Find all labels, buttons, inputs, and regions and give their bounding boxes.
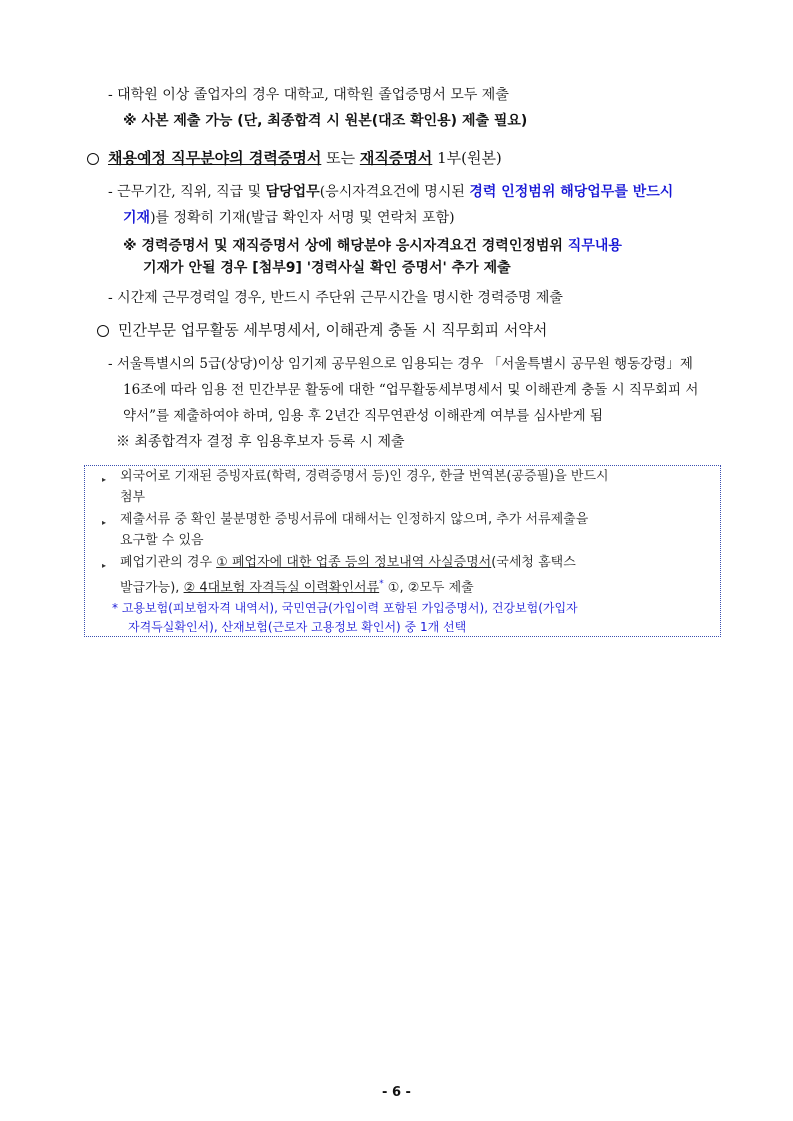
closed-business-text-2a: 발급가능),	[120, 580, 184, 596]
heading-or-text: 또는	[321, 149, 360, 167]
line1-blue-emphasis: 경력 인정범위 해당업무를 반드시	[469, 184, 674, 200]
career-detail-line-2	[123, 208, 455, 228]
line1-text-c: (응시자격요건에 명시된	[319, 184, 470, 200]
private-sector-line-3: 약서”를 제출하여야 하며, 임용 후 2년간 직무연관성 이해관계 여부를 심사받게 됨	[123, 408, 604, 424]
registration-note: ※ 최종합격자 결정 후 임용후보자 등록 시 제출	[116, 434, 405, 450]
career-scope-note-2: 기재가 안될 경우 [첨부9] '경력사실 확인 증명서' 추가 제출	[143, 260, 511, 276]
bullet-circle-icon	[97, 325, 109, 337]
line1-text-a: - 근무기간, 직위, 직급 및	[108, 184, 266, 200]
insurance-footnote-line-1: * 고용보험(피보험자격 내역서), 국민연금(가입이력 포함된 가입증명서), 건강보험(가입자	[112, 601, 578, 615]
private-sector-heading: 민간부문 업무활동 세부명세서, 이해관계 충돌 시 직무회피 서약서	[118, 321, 548, 339]
closed-business-text-2c: ①, ②모두 제출	[383, 580, 474, 596]
line1-duty-bold: 담당업무	[265, 184, 320, 200]
career-certificate-heading	[108, 148, 502, 168]
private-sector-line-1: - 서울특별시의 5급(상당)이상 임기제 공무원으로 임용되는 경우 「서울특별시 공무원 행동강령」제	[108, 356, 693, 372]
line2-text: )를 정확히 기재(발급 확인자 서명 및 연락처 포함)	[150, 210, 455, 226]
foreign-docs-line-2: 첨부	[120, 490, 146, 505]
note-text-a: ※ 경력증명서 및 재직증명서 상에 해당분야 응시자격요건 경력인정범위	[123, 238, 568, 254]
copy-submission-note: ※ 사본 제출 가능 (단, 최종합격 시 원본(대조 확인용) 제출 필요)	[123, 113, 528, 129]
unclear-docs-line-1: 제출서류 중 확인 불분명한 증빙서류에 대해서는 인정하지 않으며, 추가 서류제출을	[120, 512, 589, 527]
graduate-certificate-line: - 대학원 이상 졸업자의 경우 대학교, 대학원 졸업증명서 모두 제출	[108, 87, 509, 103]
career-detail-line-1	[108, 182, 673, 202]
closed-business-line-1	[120, 554, 576, 572]
closed-business-underlined-1: ① 폐업자에 대한 업종 등의 정보내역 사실증명서	[216, 555, 492, 570]
heading-bold-employment: 재직증명서	[359, 149, 433, 167]
closed-business-underlined-2: ② 4대보험 자격득실 이력확인서류	[183, 580, 380, 596]
private-sector-line-2: 16조에 따라 임용 전 민간부문 활동에 대한 “업무활동세부명세서 및 이해관계 충돌 시 직무회피 서	[123, 382, 699, 398]
unclear-docs-line-2: 요구할 수 있음	[120, 533, 204, 548]
closed-business-text-c: (국세청 홈택스	[491, 555, 576, 570]
heading-bold-career: 채용예정 직무분야의 경력증명서	[108, 149, 322, 167]
page-number: - 6 -	[382, 1085, 411, 1100]
line2-blue-emphasis: 기재	[123, 210, 151, 226]
closed-business-line-2	[120, 575, 474, 597]
part-time-career-line: - 시간제 근무경력일 경우, 반드시 주단위 근무시간을 명시한 경력증명 제출	[108, 290, 563, 306]
foreign-docs-line-1: 외국어로 기재된 증빙자료(학력, 경력증명서 등)인 경우, 한글 번역본(공증필)을 반드시	[120, 469, 609, 484]
triangle-bullet-icon: ▸	[102, 475, 107, 484]
triangle-bullet-icon: ▸	[102, 518, 107, 527]
bullet-circle-icon	[87, 153, 99, 165]
heading-copies-text: 1부(원본)	[432, 149, 502, 167]
footnote-star: *	[379, 579, 384, 589]
triangle-bullet-icon: ▸	[102, 561, 107, 570]
closed-business-text: 폐업기관의 경우	[120, 555, 217, 570]
career-scope-note-1	[123, 236, 622, 256]
note-blue-duty: 직무내용	[567, 238, 622, 254]
insurance-footnote-line-2: 자격득실확인서), 산재보험(근로자 고용정보 확인서) 중 1개 선택	[128, 620, 467, 634]
